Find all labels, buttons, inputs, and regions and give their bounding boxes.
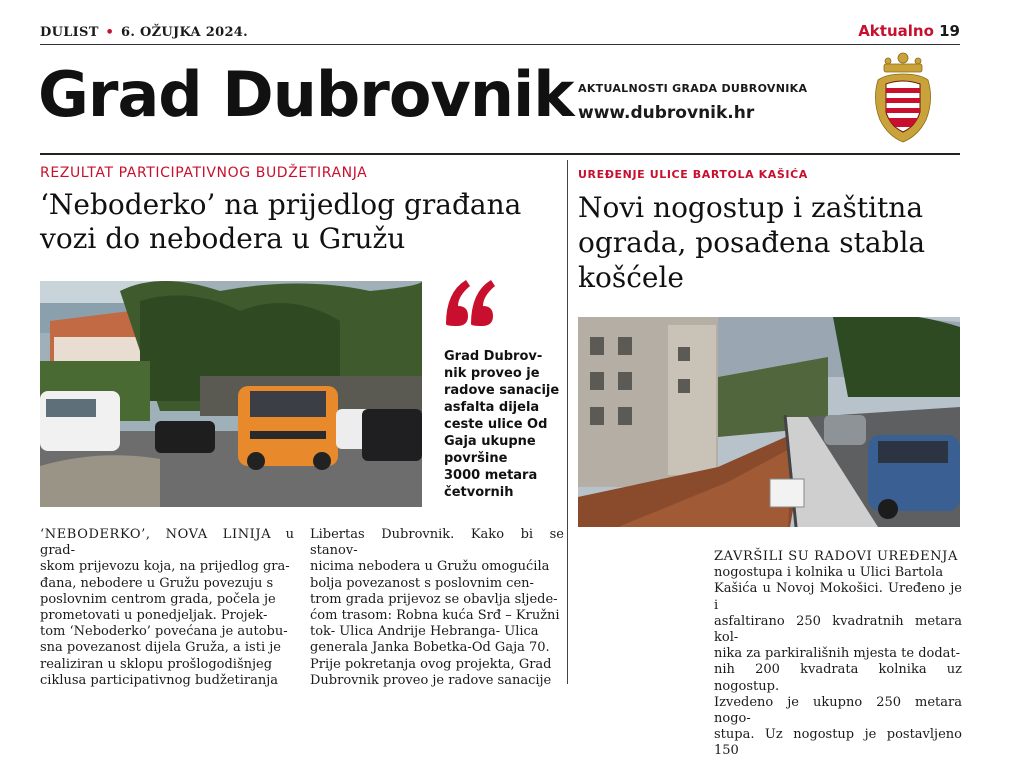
quote-mark-icon <box>444 278 496 326</box>
body-line: bolja povezanost s poslovnim cen- <box>310 575 534 591</box>
body-line: nih 200 kvadrata kolnika uz nogostup. <box>714 662 962 694</box>
body-line: đana, nebodere u Gružu povezuju s <box>40 575 274 591</box>
body-line: generala Janka Bobetka-Od Gaja 70. <box>310 640 550 656</box>
separator-dot: • <box>100 25 119 40</box>
pull-quote-line: nik proveo je <box>444 366 540 381</box>
body-line: ciklusa participativnog budžetiranja <box>40 672 279 688</box>
sidewalk-works-photo <box>578 317 960 527</box>
headline-line: ‘Neboderko’ na prijedlog građana <box>40 188 522 221</box>
body-line: asfaltirano 250 kvadratnih metara kol- <box>714 613 962 646</box>
body-line: Kašića u Novoj Mokošici. Uređeno je i <box>714 581 962 613</box>
website-link[interactable]: www.dubrovnik.hr <box>578 103 755 123</box>
body-line: Izvedeno je ukupno 250 metara nogo- <box>714 694 962 727</box>
headline-line: Novi nogostup i zaštitna <box>578 191 924 224</box>
left-article-body-col1 <box>40 527 294 689</box>
pull-quote-line: Gaja ukupne <box>444 434 536 449</box>
body-line: Dubrovnik proveo je radove sanacije <box>310 672 552 688</box>
masthead-rule <box>40 153 960 155</box>
pull-quote-line: asfalta dijela <box>444 400 540 415</box>
pull-quote-line: 3000 metara <box>444 468 538 483</box>
masthead-title: Grad Dubrovnik <box>38 58 574 131</box>
masthead-tagline: AKTUALNOSTI GRADA DUBROVNIKA <box>578 82 808 95</box>
body-line: Libertas Dubrovnik. Kako bi se stanov- <box>310 527 564 559</box>
lead-in: ‘NEBODERKO’, NOVA LINIJA <box>40 527 272 542</box>
column-divider <box>567 160 568 684</box>
pull-quote <box>444 348 564 501</box>
issue-date: 6. OŽUJKA 2024. <box>120 25 248 40</box>
pull-quote-line: ceste ulice Od <box>444 417 548 432</box>
body-line: trom grada prijevoz se obavlja sljede- <box>310 591 558 607</box>
pull-quote-line: četvornih <box>444 485 514 500</box>
page-number: 19 <box>939 22 960 40</box>
header-rule <box>40 44 960 45</box>
dubrovnik-coat-of-arms-icon <box>870 50 936 146</box>
left-article-kicker: REZULTAT PARTICIPATIVNOG BUDŽETIRANJA <box>40 165 368 181</box>
lead-in: ZAVRŠILI SU RADOVI UREĐENJA <box>714 549 958 564</box>
body-line: tok- Ulica Andrije Hebranga- Ulica <box>310 624 539 640</box>
body-line: nika za parkirališnih mjesta te dodat- <box>714 646 961 662</box>
headline-line: vozi do nebodera u Gružu <box>40 222 406 255</box>
body-line: realiziran u sklopu prošlogodišnjeg <box>40 656 273 672</box>
body-line: nogostupa i kolnika u Ulici Bartola <box>714 565 944 581</box>
section-name: Aktualno <box>858 22 934 40</box>
body-line: u grad- <box>40 527 294 559</box>
body-line: sna povezanost dijela Gruža, a isti je <box>40 640 281 656</box>
right-article-body <box>714 549 962 760</box>
neboderko-van-photo <box>40 281 422 507</box>
headline-line: košćele <box>578 261 684 294</box>
section-label <box>858 22 960 40</box>
publication-name: DULIST <box>40 25 99 40</box>
body-line: Prije pokretanja ovog projekta, Grad <box>310 656 552 672</box>
issue-line <box>40 25 248 40</box>
right-article-headline <box>578 190 968 295</box>
right-article-kicker: UREĐENJE ULICE BARTOLA KAŠIĆA <box>578 168 808 181</box>
body-line: stupa. Uz nogostup je postavljeno 150 <box>714 727 962 759</box>
body-line: prometovati u ponedjeljak. Projek- <box>40 608 268 624</box>
pull-quote-line: Grad Dubrov- <box>444 349 543 364</box>
headline-line: ograda, posađena stabla <box>578 226 926 259</box>
body-line: nicima nebodera u Gružu omogućila <box>310 559 550 575</box>
left-article-body-col2 <box>310 527 564 689</box>
left-article-headline <box>40 188 550 256</box>
body-line: poslovnim centrom grada, počela je <box>40 591 276 607</box>
pull-quote-line: površine <box>444 451 508 466</box>
body-line: ćom trasom: Robna kuća Srđ – Kružni <box>310 608 560 624</box>
body-line: tom ‘Neboderko’ povećana je autobu- <box>40 624 288 640</box>
pull-quote-line: radove sanacije <box>444 383 560 398</box>
body-line: skom prijevozu koja, na prijedlog gra- <box>40 559 290 575</box>
